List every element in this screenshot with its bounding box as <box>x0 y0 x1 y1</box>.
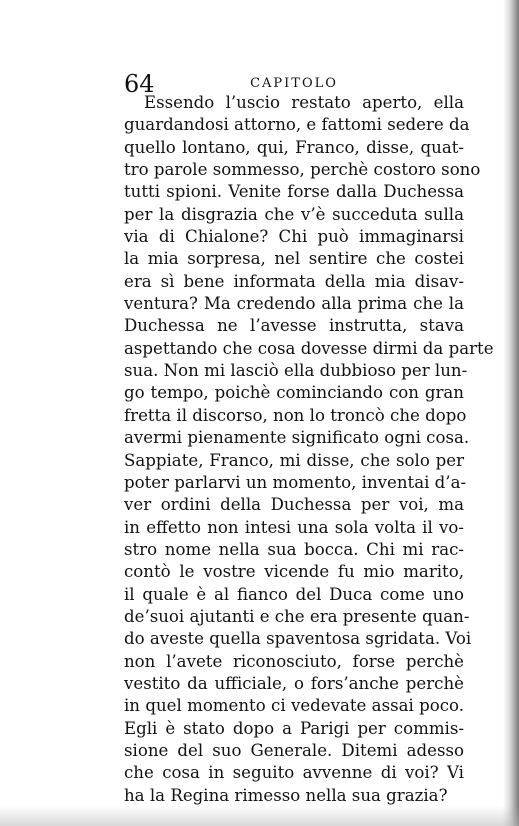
text-line: quello lontano, qui, Franco, disse, quat- <box>124 137 464 157</box>
text-line: che cosa in seguito avvenne di voi? Vi <box>124 763 464 783</box>
text-line: ha la Regina rimesso nella sua grazia? <box>124 785 448 805</box>
text-line: era sì bene informata della mia disav- <box>124 271 464 291</box>
text-line: stro nome nella sua bocca. Chi mi rac- <box>124 539 464 559</box>
text-line: fretta il discorso, non lo troncò che dopo <box>124 405 467 425</box>
body-text <box>124 92 494 807</box>
text-line: via di Chialone? Chi può immaginarsi <box>124 227 464 247</box>
text-line: in effetto non intesi una sola volta il vo- <box>124 517 464 537</box>
running-head: CAPITOLO <box>250 76 338 91</box>
text-line: ver ordini della Duchessa per voi, ma <box>124 495 464 515</box>
text-line: poter parlarvi un momento, inventai d’a- <box>124 472 467 492</box>
text-line: il quale è al fianco del Duca come uno <box>124 584 464 604</box>
text-line: de’suoi ajutanti e che era presente quan- <box>124 606 470 626</box>
text-line: sua. Non mi lasciò ella dubbioso per lun- <box>124 361 468 381</box>
text-line: tutti spioni. Venite forse dalla Duchessa <box>124 182 464 202</box>
text-line: Egli è stato dopo a Parigi per commis- <box>124 718 464 738</box>
text-line: sione del suo Generale. Ditemi adesso <box>124 740 464 760</box>
text-line: Essendo l’uscio restato aperto, ella <box>144 93 464 112</box>
text-line: Duchessa ne l’avesse instrutta, stava <box>124 316 464 336</box>
text-line: contò le vostre vicende fu mio marito, <box>124 562 464 582</box>
text-line: la mia sorpresa, nel sentire che costei <box>124 249 464 269</box>
page-number: 64 <box>124 70 155 98</box>
text-line: in quel momento ci vedevate assai poco. <box>124 696 464 716</box>
text-line: non l’avete riconosciuto, forse perchè <box>124 651 464 671</box>
text-line: avermi pienamente significato ogni cosa. <box>124 428 470 448</box>
text-line: tro parole sommesso, perchè costoro sono <box>124 160 481 180</box>
text-line: Sappiate, Franco, mi disse, che solo per <box>124 450 464 470</box>
text-line: guardandosi attorno, e fattomi sedere da <box>124 115 470 135</box>
text-line: vestito da ufficiale, o fors’anche perchè <box>124 673 464 693</box>
text-line: ventura? Ma credendo alla prima che la <box>124 294 464 314</box>
page-bottom-shadow <box>0 806 519 826</box>
text-line: aspettando che cosa dovesse dirmi da parte <box>124 338 494 358</box>
text-line: go tempo, poichè cominciando con gran <box>124 383 464 403</box>
text-line: per la disgrazia che v’è succeduta sulla <box>124 204 464 224</box>
text-line: do aveste quella spaventosa sgridata. Voi <box>124 629 472 649</box>
page-edge-shadow <box>503 0 519 826</box>
